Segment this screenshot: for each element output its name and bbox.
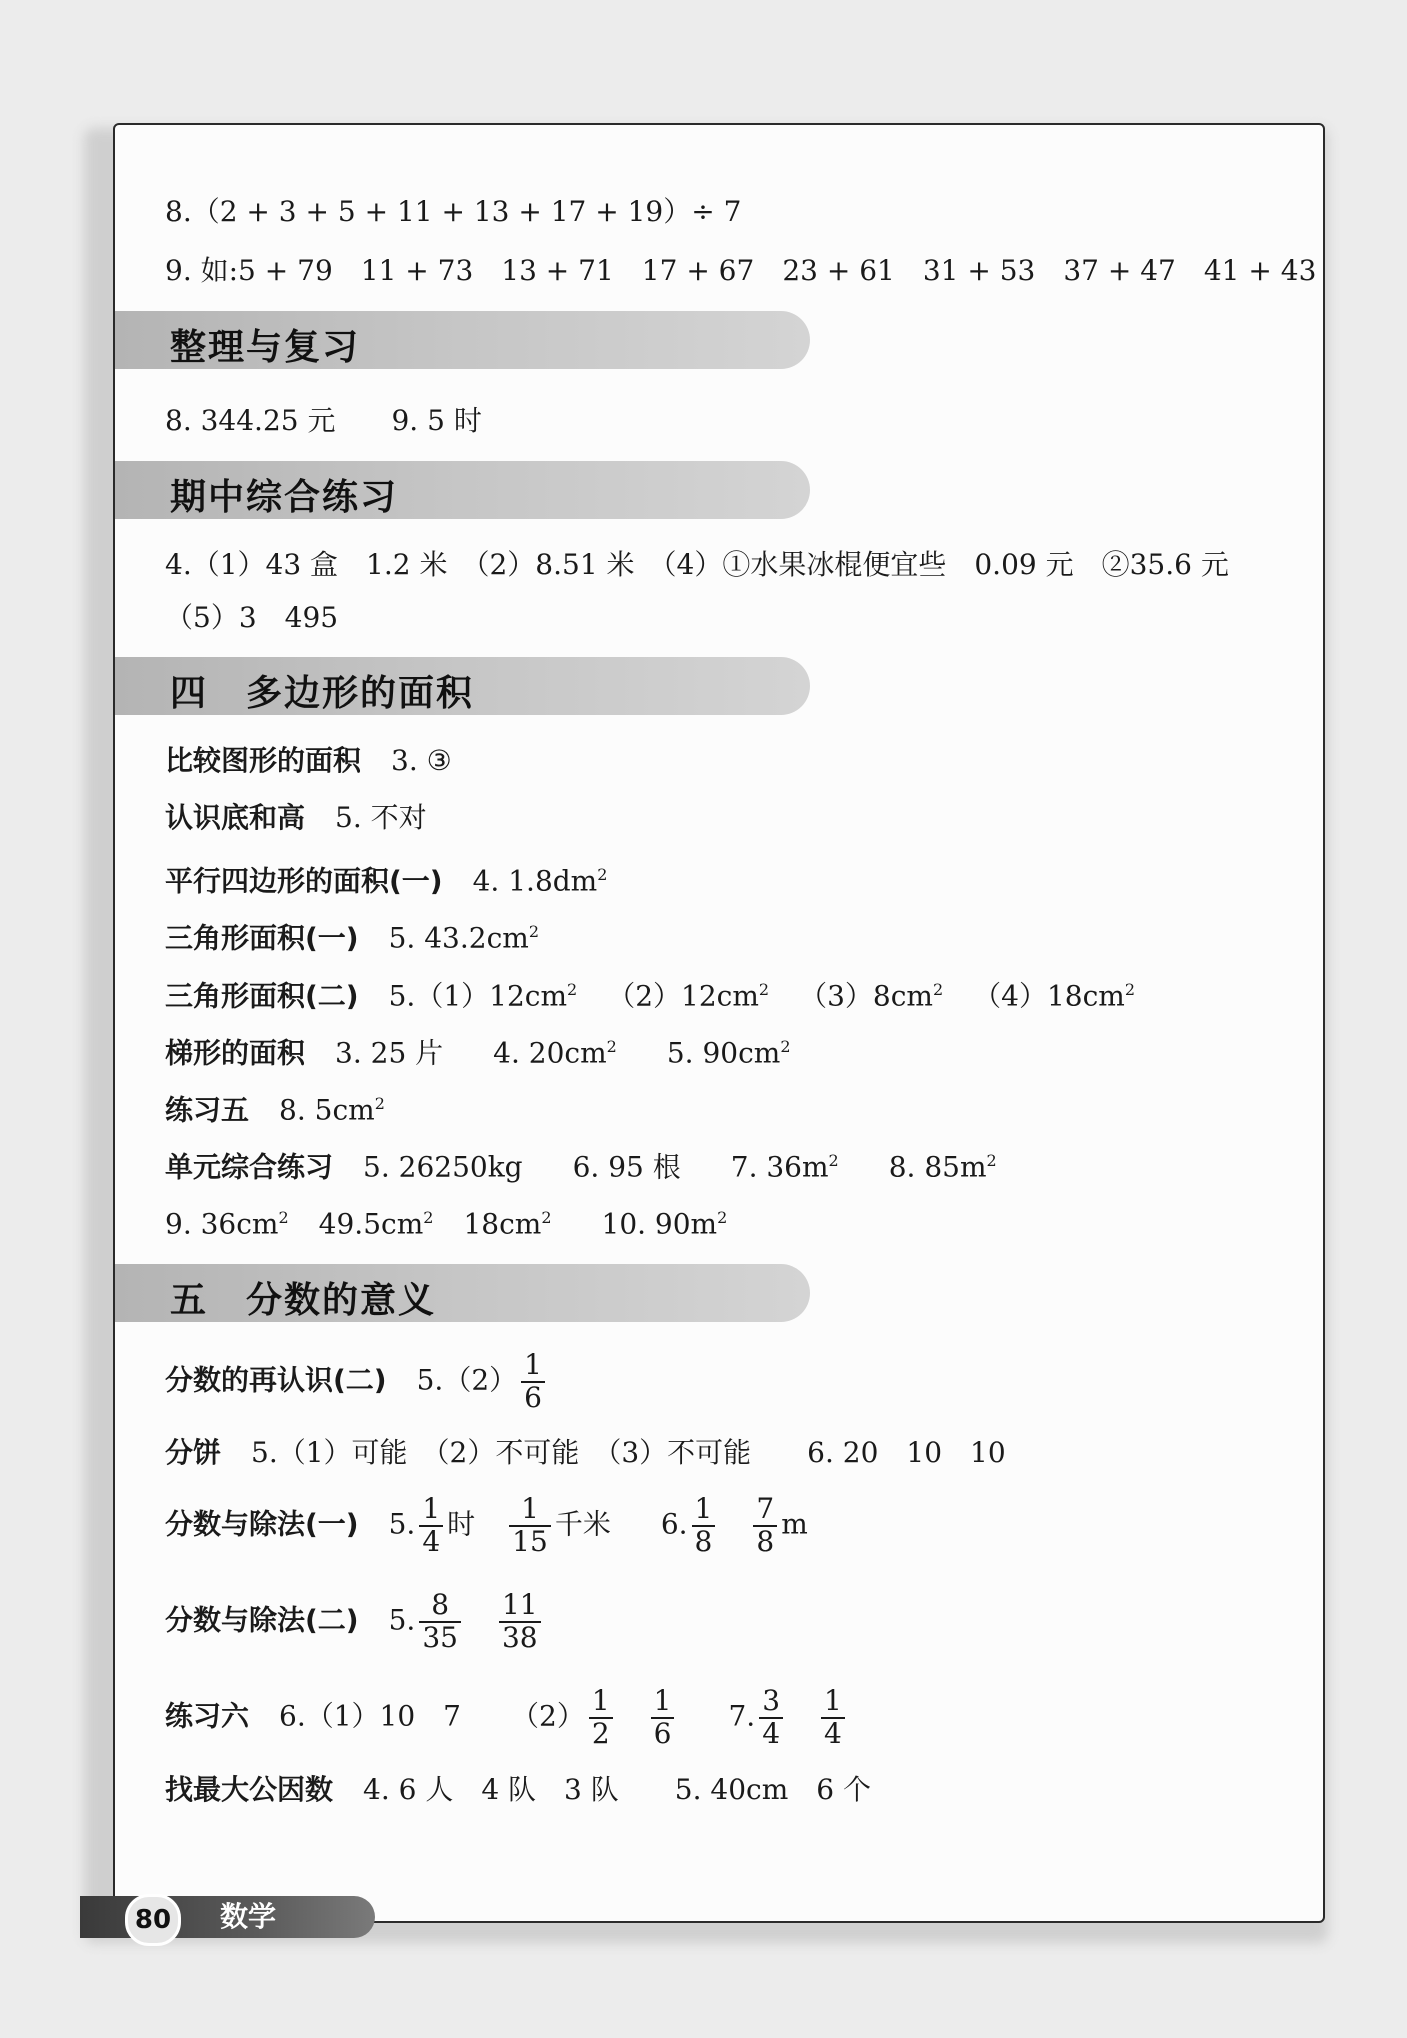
- section-banner-polygon-area: [115, 657, 810, 715]
- answer-row: [165, 1198, 727, 1244]
- exponent: 2: [932, 980, 944, 999]
- answer: 8. 5cm: [279, 1093, 375, 1127]
- unit: m: [781, 1507, 808, 1541]
- answer: 5.: [388, 1603, 416, 1637]
- lesson-label: 找最大公因数: [165, 1773, 334, 1806]
- exponent: 2: [986, 1151, 997, 1170]
- page-number: 80: [125, 1894, 181, 1946]
- fraction: $\frac{7}{8}$: [753, 1494, 777, 1558]
- lesson-label: 练习五: [165, 1093, 250, 1127]
- answer-row: [165, 855, 607, 901]
- section-title: 期中综合练习: [170, 477, 399, 518]
- answer-line-9: 9. 如:5 + 79 11 + 73 13 + 71 17 + 67 23 + 61 31 + 53 37 + 47 41 + 43: [165, 254, 1317, 287]
- answer-row: [165, 1494, 808, 1558]
- answer: 5.（2）: [416, 1363, 518, 1397]
- answer: 5. 26250kg: [363, 1150, 523, 1184]
- fraction: $\frac{1}{4}$: [419, 1494, 443, 1558]
- answer: 7.: [728, 1699, 756, 1733]
- answer: 5.（1）可能 （2）不可能 （3）不可能 6. 20 10 10: [251, 1436, 1006, 1469]
- section-banner-fractions: [115, 1264, 810, 1322]
- exponent: 2: [528, 922, 539, 941]
- answer: 6. 95 根: [572, 1150, 681, 1184]
- answer: 8. 85m: [888, 1150, 987, 1184]
- fraction: $\frac{11}{38}$: [499, 1590, 541, 1654]
- exponent: 2: [374, 1094, 385, 1113]
- fraction: $\frac{1}{8}$: [692, 1494, 716, 1558]
- answer: 7. 36m: [730, 1150, 829, 1184]
- section-banner-review: [115, 311, 810, 369]
- exponent: 2: [278, 1208, 289, 1227]
- answer: 9. 36cm: [165, 1207, 279, 1241]
- answer: 5. 不对: [335, 801, 427, 834]
- exponent: 2: [606, 1037, 617, 1056]
- answer-row: [165, 1590, 545, 1654]
- answer-line: （5）3 495: [165, 601, 339, 634]
- lesson-label: 三角形面积(一): [165, 921, 359, 955]
- lesson-label: 认识底和高: [165, 801, 306, 834]
- exponent: 2: [780, 1037, 791, 1056]
- answer-row: [165, 1433, 1006, 1473]
- answer: 3. 25 片: [335, 1036, 444, 1070]
- exponent: 2: [541, 1208, 552, 1227]
- answer: 5. 43.2cm: [388, 921, 529, 955]
- unit: 千米: [554, 1507, 611, 1541]
- lesson-label: 平行四边形的面积(一): [165, 864, 443, 898]
- answer-row: [165, 1686, 849, 1750]
- answer-row: [165, 741, 452, 781]
- answer: 18cm: [463, 1207, 542, 1241]
- answer: （3）8cm: [799, 979, 933, 1013]
- answer: 3. ③: [391, 744, 452, 777]
- answer-row: [165, 1084, 385, 1130]
- fraction: $\frac{1}{15}$: [509, 1494, 551, 1558]
- answer: 4. 1.8dm: [472, 864, 598, 898]
- unit: 时: [447, 1507, 476, 1541]
- answer: 10. 90m: [601, 1207, 718, 1241]
- answer: 4. 20cm: [493, 1036, 607, 1070]
- answer-line-8: 8.（2 + 3 + 5 + 11 + 13 + 17 + 19）÷ 7: [165, 195, 742, 228]
- lesson-label: 分数与除法(一): [165, 1507, 359, 1541]
- subject-label: 数学: [220, 1900, 277, 1933]
- lesson-label: 三角形面积(二): [165, 979, 359, 1013]
- exponent: 2: [828, 1151, 839, 1170]
- lesson-label: 练习六: [165, 1699, 250, 1733]
- answer: 6.（1）10 7: [279, 1699, 461, 1733]
- answer-line: 8. 344.25 元 9. 5 时: [165, 404, 482, 437]
- answer-row: [165, 1141, 997, 1187]
- answer-row: [165, 1770, 871, 1810]
- fraction: $\frac{3}{4}$: [759, 1686, 783, 1750]
- answer-row: [165, 912, 539, 958]
- answer-row: [165, 1350, 549, 1414]
- lesson-label: 梯形的面积: [165, 1036, 306, 1070]
- answer: 4. 6 人 4 队 3 队 5. 40cm 6 个: [363, 1773, 871, 1806]
- fraction: $\frac{1}{4}$: [821, 1686, 845, 1750]
- exponent: 2: [1124, 980, 1136, 999]
- fraction: $\frac{1}{6}$: [651, 1686, 675, 1750]
- lesson-label: 比较图形的面积: [165, 744, 362, 777]
- answer-row: [165, 798, 427, 838]
- lesson-label: 分饼: [165, 1436, 222, 1469]
- section-banner-midterm: [115, 461, 810, 519]
- answer-line: 4.（1）43 盒 1.2 米 （2）8.51 米 （4）①水果冰棍便宜些 0.09 元 ②35.6 元: [165, 548, 1229, 581]
- fraction: $\frac{1}{6}$: [521, 1350, 545, 1414]
- lesson-label: 单元综合练习: [165, 1150, 334, 1184]
- section-title: 整理与复习: [170, 327, 361, 368]
- section-title: 五 分数的意义: [170, 1280, 437, 1321]
- answer: （2）: [511, 1699, 585, 1733]
- answer-row: [165, 1027, 791, 1073]
- fraction: $\frac{1}{2}$: [589, 1686, 613, 1750]
- exponent: 2: [567, 980, 578, 999]
- answer-row: [165, 970, 1135, 1016]
- exponent: 2: [423, 1208, 434, 1227]
- section-title: 四 多边形的面积: [170, 673, 475, 714]
- fraction: $\frac{8}{35}$: [419, 1590, 461, 1654]
- lesson-label: 分数与除法(二): [165, 1603, 359, 1637]
- answer: 49.5cm: [318, 1207, 424, 1241]
- exponent: 2: [597, 865, 608, 884]
- answer: （2）12cm: [607, 979, 759, 1013]
- answer: 5.: [388, 1507, 416, 1541]
- answer: 5. 90cm: [666, 1036, 781, 1070]
- answer: 6.: [660, 1507, 688, 1541]
- exponent: 2: [717, 1208, 728, 1227]
- answer: （4）18cm: [973, 979, 1125, 1013]
- exponent: 2: [758, 980, 770, 999]
- lesson-label: 分数的再认识(二): [165, 1363, 387, 1397]
- answer: 5.（1）12cm: [388, 979, 568, 1013]
